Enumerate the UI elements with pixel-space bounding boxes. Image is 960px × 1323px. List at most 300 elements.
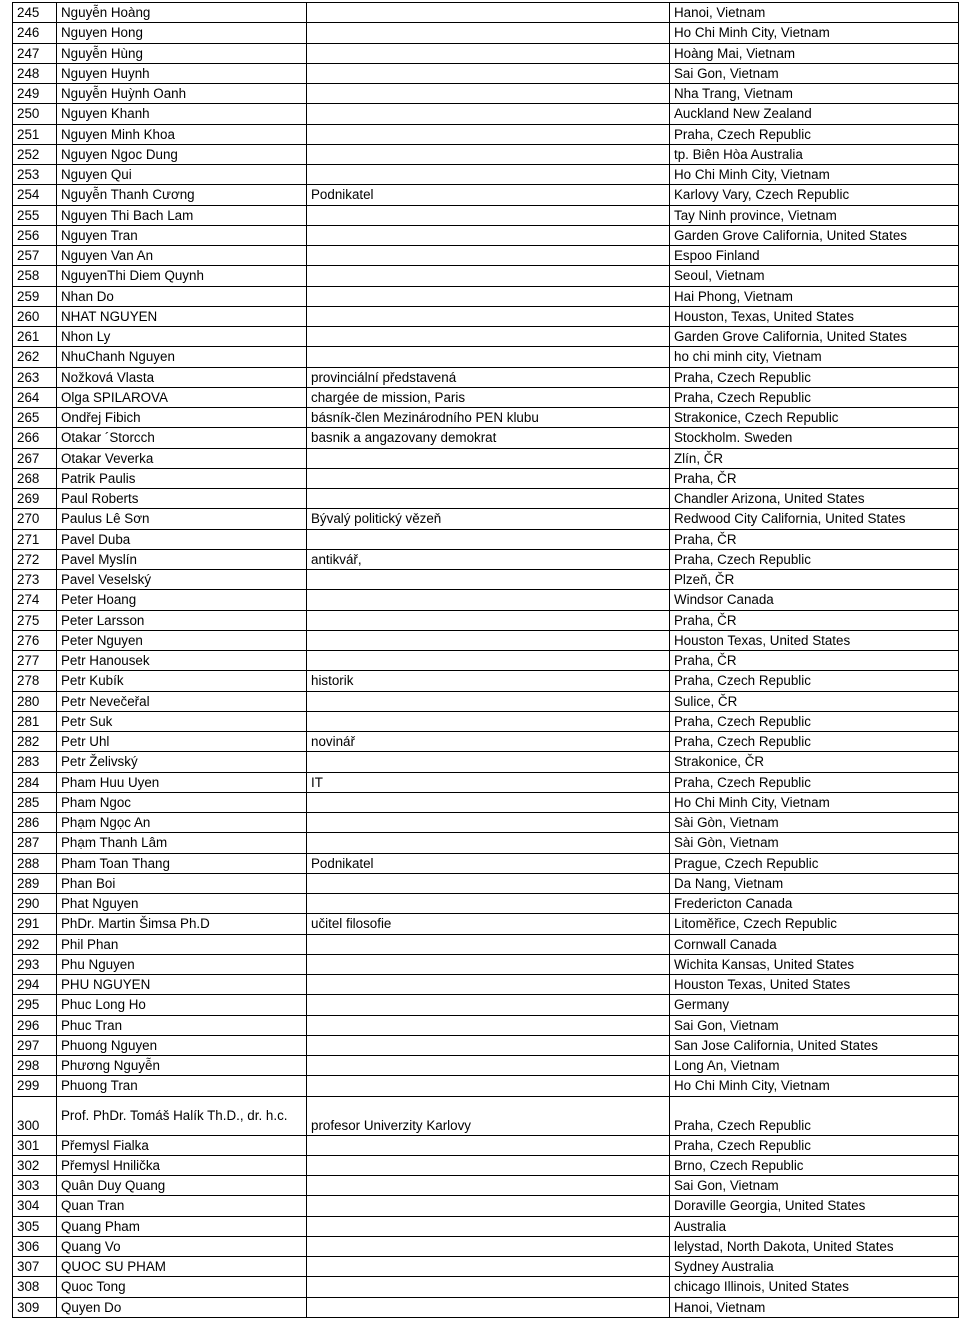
signatory-name: Paulus Lê Sơn bbox=[57, 509, 307, 529]
row-number: 249 bbox=[13, 84, 57, 104]
row-number: 291 bbox=[13, 914, 57, 934]
signatory-title bbox=[307, 124, 670, 144]
signatory-location: Espoo Finland bbox=[670, 246, 959, 266]
row-number: 301 bbox=[13, 1135, 57, 1155]
signatory-location: Ho Chi Minh City, Vietnam bbox=[670, 165, 959, 185]
table-row bbox=[13, 610, 959, 630]
table-row bbox=[13, 1056, 959, 1076]
signatory-name: Přemysl Fialka bbox=[57, 1135, 307, 1155]
signatory-location: Stockholm. Sweden bbox=[670, 428, 959, 448]
signatory-location: Praha, ČR bbox=[670, 651, 959, 671]
signatory-title: Podnikatel bbox=[307, 853, 670, 873]
signatory-location: Praha, Czech Republic bbox=[670, 367, 959, 387]
signatory-location: Seoul, Vietnam bbox=[670, 266, 959, 286]
signatories-table bbox=[12, 2, 959, 1318]
signatory-title bbox=[307, 266, 670, 286]
signatory-title bbox=[307, 954, 670, 974]
signatory-title bbox=[307, 1277, 670, 1297]
signatory-title bbox=[307, 225, 670, 245]
signatory-name: Peter Hoang bbox=[57, 590, 307, 610]
signatory-location: tp. Biên Hòa Australia bbox=[670, 144, 959, 164]
signatory-name: Phil Phan bbox=[57, 934, 307, 954]
signatory-name: Nguyễn Hùng bbox=[57, 43, 307, 63]
row-number: 265 bbox=[13, 408, 57, 428]
signatory-location: Sai Gon, Vietnam bbox=[670, 1176, 959, 1196]
signatory-title bbox=[307, 792, 670, 812]
row-number: 285 bbox=[13, 792, 57, 812]
table-row bbox=[13, 711, 959, 731]
signatory-name: Phuc Tran bbox=[57, 1015, 307, 1035]
signatory-name: Nguyen Ngoc Dung bbox=[57, 144, 307, 164]
table-row bbox=[13, 468, 959, 488]
signatory-name: Ondřej Fibich bbox=[57, 408, 307, 428]
signatory-title bbox=[307, 1035, 670, 1055]
signatory-title bbox=[307, 975, 670, 995]
table-row bbox=[13, 570, 959, 590]
signatory-title bbox=[307, 104, 670, 124]
table-row bbox=[13, 1155, 959, 1175]
row-number: 258 bbox=[13, 266, 57, 286]
table-row bbox=[13, 691, 959, 711]
row-number: 275 bbox=[13, 610, 57, 630]
signatory-title bbox=[307, 23, 670, 43]
signatory-location: Garden Grove California, United States bbox=[670, 327, 959, 347]
table-row bbox=[13, 630, 959, 650]
signatory-name: Phat Nguyen bbox=[57, 894, 307, 914]
signatory-location: Strakonice, Czech Republic bbox=[670, 408, 959, 428]
signatory-name: Petr Hanousek bbox=[57, 651, 307, 671]
signatory-title bbox=[307, 570, 670, 590]
table-row bbox=[13, 853, 959, 873]
signatory-title: Podnikatel bbox=[307, 185, 670, 205]
table-row bbox=[13, 266, 959, 286]
table-row bbox=[13, 1236, 959, 1256]
table-row bbox=[13, 873, 959, 893]
row-number: 259 bbox=[13, 286, 57, 306]
signatory-name: Pavel Duba bbox=[57, 529, 307, 549]
signatory-title bbox=[307, 711, 670, 731]
signatory-title bbox=[307, 630, 670, 650]
signatory-name: Pham Toan Thang bbox=[57, 853, 307, 873]
signatory-title bbox=[307, 306, 670, 326]
table-row bbox=[13, 1015, 959, 1035]
row-number: 245 bbox=[13, 3, 57, 23]
signatory-location: Prague, Czech Republic bbox=[670, 853, 959, 873]
signatory-location: Chandler Arizona, United States bbox=[670, 489, 959, 509]
table-row bbox=[13, 549, 959, 569]
signatory-location: Auckland New Zealand bbox=[670, 104, 959, 124]
signatory-location: Praha, Czech Republic bbox=[670, 387, 959, 407]
row-number: 299 bbox=[13, 1076, 57, 1096]
signatory-title bbox=[307, 43, 670, 63]
table-row bbox=[13, 671, 959, 691]
table-row bbox=[13, 1035, 959, 1055]
signatory-location: Wichita Kansas, United States bbox=[670, 954, 959, 974]
table-row bbox=[13, 205, 959, 225]
row-number: 290 bbox=[13, 894, 57, 914]
signatory-title bbox=[307, 1135, 670, 1155]
signatory-location: Germany bbox=[670, 995, 959, 1015]
signatory-name: Patrik Paulis bbox=[57, 468, 307, 488]
signatory-location: Sai Gon, Vietnam bbox=[670, 1015, 959, 1035]
signatory-name: Nguyen Huynh bbox=[57, 63, 307, 83]
signatory-title: učitel filosofie bbox=[307, 914, 670, 934]
signatory-name: Nguyen Thi Bach Lam bbox=[57, 205, 307, 225]
signatory-title bbox=[307, 448, 670, 468]
row-number: 297 bbox=[13, 1035, 57, 1055]
signatory-title bbox=[307, 1015, 670, 1035]
signatory-name: QUOC SU PHAM bbox=[57, 1257, 307, 1277]
signatory-title: profesor Univerzity Karlovy bbox=[307, 1096, 670, 1135]
signatory-title bbox=[307, 489, 670, 509]
signatory-location: Praha, Czech Republic bbox=[670, 124, 959, 144]
signatory-location: Da Nang, Vietnam bbox=[670, 873, 959, 893]
signatory-title bbox=[307, 286, 670, 306]
signatory-name: Paul Roberts bbox=[57, 489, 307, 509]
table-row bbox=[13, 833, 959, 853]
signatory-name: Peter Larsson bbox=[57, 610, 307, 630]
table-row bbox=[13, 104, 959, 124]
row-number: 287 bbox=[13, 833, 57, 853]
signatory-name: Pavel Veselský bbox=[57, 570, 307, 590]
signatory-name: Otakar Veverka bbox=[57, 448, 307, 468]
signatory-location: Praha, Czech Republic bbox=[670, 772, 959, 792]
row-number: 254 bbox=[13, 185, 57, 205]
table-row bbox=[13, 387, 959, 407]
table-row bbox=[13, 428, 959, 448]
signatory-location: Litoměřice, Czech Republic bbox=[670, 914, 959, 934]
table-row bbox=[13, 772, 959, 792]
row-number: 278 bbox=[13, 671, 57, 691]
signatory-location: Praha, Czech Republic bbox=[670, 1096, 959, 1135]
signatory-location: Houston Texas, United States bbox=[670, 975, 959, 995]
table-row bbox=[13, 813, 959, 833]
signatory-location: Karlovy Vary, Czech Republic bbox=[670, 185, 959, 205]
signatory-name: Phương Nguyễn bbox=[57, 1056, 307, 1076]
signatory-location: Nha Trang, Vietnam bbox=[670, 84, 959, 104]
row-number: 266 bbox=[13, 428, 57, 448]
signatory-name: Phạm Thanh Lâm bbox=[57, 833, 307, 853]
signatory-location: Plzeň, ČR bbox=[670, 570, 959, 590]
signatory-location: Ho Chi Minh City, Vietnam bbox=[670, 1076, 959, 1096]
table-row bbox=[13, 225, 959, 245]
table-row bbox=[13, 1277, 959, 1297]
signatory-title bbox=[307, 246, 670, 266]
signatory-title bbox=[307, 691, 670, 711]
signatory-location: Sài Gòn, Vietnam bbox=[670, 813, 959, 833]
table-row bbox=[13, 286, 959, 306]
signatory-location: ho chi minh city, Vietnam bbox=[670, 347, 959, 367]
signatory-name: NHAT NGUYEN bbox=[57, 306, 307, 326]
row-number: 264 bbox=[13, 387, 57, 407]
table-row bbox=[13, 63, 959, 83]
row-number: 263 bbox=[13, 367, 57, 387]
row-number: 307 bbox=[13, 1257, 57, 1277]
signatory-title: chargée de mission, Paris bbox=[307, 387, 670, 407]
table-row bbox=[13, 43, 959, 63]
signatory-name: Quyen Do bbox=[57, 1297, 307, 1317]
signatory-name: Nguyen Qui bbox=[57, 165, 307, 185]
row-number: 252 bbox=[13, 144, 57, 164]
row-number: 302 bbox=[13, 1155, 57, 1175]
row-number: 296 bbox=[13, 1015, 57, 1035]
signatory-name: Phạm Ngọc An bbox=[57, 813, 307, 833]
signatory-title: basnik a angazovany demokrat bbox=[307, 428, 670, 448]
signatory-title: Bývalý politický vězeň bbox=[307, 509, 670, 529]
table-row bbox=[13, 1135, 959, 1155]
table-row bbox=[13, 124, 959, 144]
signatory-name: Pavel Myslín bbox=[57, 549, 307, 569]
signatory-title bbox=[307, 590, 670, 610]
signatory-location: Houston Texas, United States bbox=[670, 630, 959, 650]
table-row bbox=[13, 23, 959, 43]
signatory-title: provinciální představená bbox=[307, 367, 670, 387]
signatory-title bbox=[307, 1196, 670, 1216]
signatory-title bbox=[307, 894, 670, 914]
signatory-name: Nguyễn Hoàng bbox=[57, 3, 307, 23]
table-row bbox=[13, 1297, 959, 1317]
table-row bbox=[13, 246, 959, 266]
signatory-name: Quang Pham bbox=[57, 1216, 307, 1236]
row-number: 251 bbox=[13, 124, 57, 144]
row-number: 267 bbox=[13, 448, 57, 468]
signatory-location: Redwood City California, United States bbox=[670, 509, 959, 529]
signatory-title bbox=[307, 1076, 670, 1096]
row-number: 246 bbox=[13, 23, 57, 43]
row-number: 293 bbox=[13, 954, 57, 974]
signatory-location: Cornwall Canada bbox=[670, 934, 959, 954]
signatory-name: Nguyễn Huỳnh Oanh bbox=[57, 84, 307, 104]
signatory-name: Petr Suk bbox=[57, 711, 307, 731]
signatory-name: Quang Vo bbox=[57, 1236, 307, 1256]
table-row bbox=[13, 914, 959, 934]
row-number: 262 bbox=[13, 347, 57, 367]
row-number: 269 bbox=[13, 489, 57, 509]
signatory-location: Long An, Vietnam bbox=[670, 1056, 959, 1076]
signatory-name: Phuong Tran bbox=[57, 1076, 307, 1096]
table-row bbox=[13, 84, 959, 104]
signatory-location: lelystad, North Dakota, United States bbox=[670, 1236, 959, 1256]
table-row bbox=[13, 185, 959, 205]
row-number: 272 bbox=[13, 549, 57, 569]
signatory-location: San Jose California, United States bbox=[670, 1035, 959, 1055]
signatory-location: Praha, Czech Republic bbox=[670, 549, 959, 569]
table-row bbox=[13, 408, 959, 428]
signatory-name: Petr Želivský bbox=[57, 752, 307, 772]
row-number: 303 bbox=[13, 1176, 57, 1196]
signatory-name: Phan Boi bbox=[57, 873, 307, 893]
row-number: 250 bbox=[13, 104, 57, 124]
signatory-title: IT bbox=[307, 772, 670, 792]
signatory-location: Sai Gon, Vietnam bbox=[670, 63, 959, 83]
row-number: 300 bbox=[13, 1096, 57, 1135]
row-number: 270 bbox=[13, 509, 57, 529]
signatory-location: Sài Gòn, Vietnam bbox=[670, 833, 959, 853]
signatory-name: Petr Nevečeřal bbox=[57, 691, 307, 711]
signatory-location: Hai Phong, Vietnam bbox=[670, 286, 959, 306]
signatory-name: Nguyen Tran bbox=[57, 225, 307, 245]
row-number: 298 bbox=[13, 1056, 57, 1076]
signatory-location: Ho Chi Minh City, Vietnam bbox=[670, 792, 959, 812]
signatory-name: Quan Tran bbox=[57, 1196, 307, 1216]
signatory-location: Ho Chi Minh City, Vietnam bbox=[670, 23, 959, 43]
signatory-name: NhuChanh Nguyen bbox=[57, 347, 307, 367]
signatory-title bbox=[307, 63, 670, 83]
row-number: 261 bbox=[13, 327, 57, 347]
signatory-title bbox=[307, 1257, 670, 1277]
signatory-name: Prof. PhDr. Tomáš Halík Th.D., dr. h.c. bbox=[57, 1096, 307, 1135]
signatory-location: Hanoi, Vietnam bbox=[670, 3, 959, 23]
signatory-title bbox=[307, 934, 670, 954]
signatory-location: Praha, ČR bbox=[670, 610, 959, 630]
signatory-title bbox=[307, 205, 670, 225]
row-number: 282 bbox=[13, 732, 57, 752]
signatory-location: Tay Ninh province, Vietnam bbox=[670, 205, 959, 225]
row-number: 255 bbox=[13, 205, 57, 225]
signatory-location: Australia bbox=[670, 1216, 959, 1236]
table-row bbox=[13, 1076, 959, 1096]
signatory-title bbox=[307, 529, 670, 549]
signatory-title bbox=[307, 144, 670, 164]
row-number: 284 bbox=[13, 772, 57, 792]
row-number: 292 bbox=[13, 934, 57, 954]
table-row bbox=[13, 144, 959, 164]
signatory-name: Quoc Tong bbox=[57, 1277, 307, 1297]
row-number: 257 bbox=[13, 246, 57, 266]
row-number: 248 bbox=[13, 63, 57, 83]
table-row bbox=[13, 792, 959, 812]
row-number: 283 bbox=[13, 752, 57, 772]
signatory-title bbox=[307, 84, 670, 104]
signatory-name: NguyenThi Diem Quynh bbox=[57, 266, 307, 286]
signatory-name: Pham Ngoc bbox=[57, 792, 307, 812]
signatory-location: Brno, Czech Republic bbox=[670, 1155, 959, 1175]
signatory-title bbox=[307, 813, 670, 833]
signatory-title bbox=[307, 995, 670, 1015]
row-number: 276 bbox=[13, 630, 57, 650]
signatory-title bbox=[307, 165, 670, 185]
signatory-location: Praha, Czech Republic bbox=[670, 732, 959, 752]
signatory-location: Zlín, ČR bbox=[670, 448, 959, 468]
signatory-location: Garden Grove California, United States bbox=[670, 225, 959, 245]
row-number: 281 bbox=[13, 711, 57, 731]
signatory-name: Nhon Ly bbox=[57, 327, 307, 347]
signatory-title bbox=[307, 1216, 670, 1236]
signatory-name: Phuc Long Ho bbox=[57, 995, 307, 1015]
table-row bbox=[13, 327, 959, 347]
table-row bbox=[13, 954, 959, 974]
row-number: 253 bbox=[13, 165, 57, 185]
table-row bbox=[13, 975, 959, 995]
table-row bbox=[13, 347, 959, 367]
signatory-title bbox=[307, 651, 670, 671]
signatory-name: Nguyen Khanh bbox=[57, 104, 307, 124]
table-row bbox=[13, 894, 959, 914]
signatory-name: Petr Uhl bbox=[57, 732, 307, 752]
signatory-title bbox=[307, 468, 670, 488]
signatory-location: Windsor Canada bbox=[670, 590, 959, 610]
table-row bbox=[13, 448, 959, 468]
row-number: 288 bbox=[13, 853, 57, 873]
row-number: 295 bbox=[13, 995, 57, 1015]
signatory-name: Peter Nguyen bbox=[57, 630, 307, 650]
row-number: 286 bbox=[13, 813, 57, 833]
signatory-location: Houston, Texas, United States bbox=[670, 306, 959, 326]
row-number: 294 bbox=[13, 975, 57, 995]
signatory-location: Hoàng Mai, Vietnam bbox=[670, 43, 959, 63]
signatory-title: historik bbox=[307, 671, 670, 691]
row-number: 271 bbox=[13, 529, 57, 549]
table-row bbox=[13, 1257, 959, 1277]
row-number: 273 bbox=[13, 570, 57, 590]
signatory-name: Olga SPILAROVA bbox=[57, 387, 307, 407]
signatory-name: PhDr. Martin Šimsa Ph.D bbox=[57, 914, 307, 934]
row-number: 277 bbox=[13, 651, 57, 671]
signatory-location: Strakonice, ČR bbox=[670, 752, 959, 772]
row-number: 308 bbox=[13, 1277, 57, 1297]
table-row bbox=[13, 367, 959, 387]
signatory-name: Quân Duy Quang bbox=[57, 1176, 307, 1196]
row-number: 306 bbox=[13, 1236, 57, 1256]
signatory-title bbox=[307, 3, 670, 23]
signatory-name: Nguyen Hong bbox=[57, 23, 307, 43]
row-number: 260 bbox=[13, 306, 57, 326]
signatory-location: Praha, ČR bbox=[670, 468, 959, 488]
table-row bbox=[13, 934, 959, 954]
signatory-name: Nhan Do bbox=[57, 286, 307, 306]
row-number: 268 bbox=[13, 468, 57, 488]
signatory-name: Přemysl Hnilička bbox=[57, 1155, 307, 1175]
signatory-name: PHU NGUYEN bbox=[57, 975, 307, 995]
signatory-name: Nguyen Minh Khoa bbox=[57, 124, 307, 144]
signatory-title bbox=[307, 327, 670, 347]
signatory-name: Nguyễn Thanh Cương bbox=[57, 185, 307, 205]
table-row bbox=[13, 752, 959, 772]
signatory-location: Doraville Georgia, United States bbox=[670, 1196, 959, 1216]
signatory-title bbox=[307, 752, 670, 772]
signatory-title bbox=[307, 610, 670, 630]
signatory-title bbox=[307, 1155, 670, 1175]
table-row bbox=[13, 590, 959, 610]
signatory-location: Praha, Czech Republic bbox=[670, 671, 959, 691]
table-row bbox=[13, 995, 959, 1015]
table-row bbox=[13, 529, 959, 549]
table-row bbox=[13, 651, 959, 671]
signatory-title bbox=[307, 1236, 670, 1256]
signatory-name: Petr Kubík bbox=[57, 671, 307, 691]
row-number: 280 bbox=[13, 691, 57, 711]
signatory-location: Fredericton Canada bbox=[670, 894, 959, 914]
table-row bbox=[13, 489, 959, 509]
table-row bbox=[13, 1096, 959, 1135]
signatory-title bbox=[307, 833, 670, 853]
signatory-location: Praha, Czech Republic bbox=[670, 711, 959, 731]
signatory-location: Praha, ČR bbox=[670, 529, 959, 549]
row-number: 309 bbox=[13, 1297, 57, 1317]
row-number: 274 bbox=[13, 590, 57, 610]
table-row bbox=[13, 3, 959, 23]
signatory-title bbox=[307, 873, 670, 893]
row-number: 256 bbox=[13, 225, 57, 245]
signatory-name: Phu Nguyen bbox=[57, 954, 307, 974]
signatory-title: antikvář, bbox=[307, 549, 670, 569]
signatory-name: Pham Huu Uyen bbox=[57, 772, 307, 792]
table-row bbox=[13, 165, 959, 185]
signatory-name: Nožková Vlasta bbox=[57, 367, 307, 387]
table-row bbox=[13, 1196, 959, 1216]
signatory-title bbox=[307, 347, 670, 367]
table-row bbox=[13, 1216, 959, 1236]
